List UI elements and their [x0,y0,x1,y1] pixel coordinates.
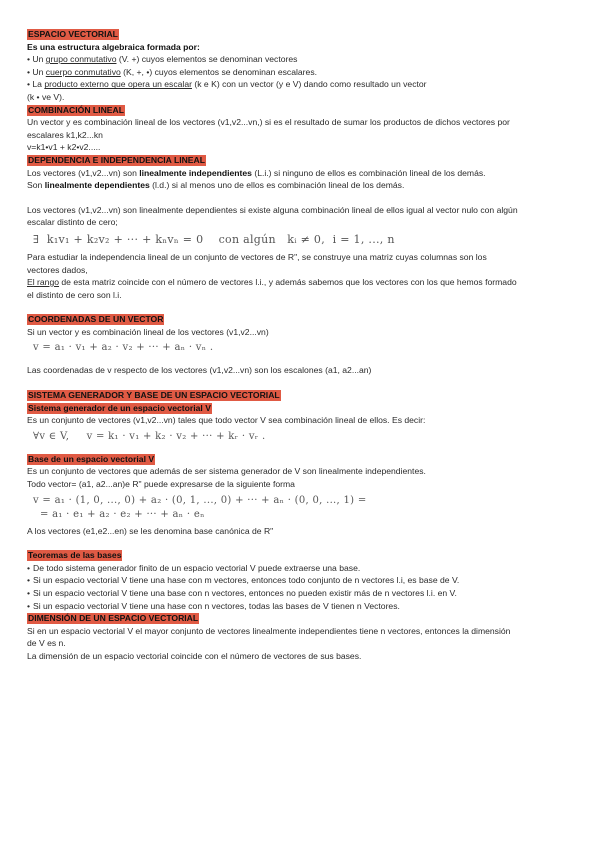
document-page [27,28,573,663]
paragraph: Un vector y es combinación lineal de los vectores (v1,v2...vn,) si es el resultado de sumar los productos de dichos vectores por [27,117,510,128]
paragraph: La dimensión de un espacio vectorial coincide con el número de vectores de sus bases. [27,650,362,661]
list-item: • Un grupo conmutativo (V. +) cuyos elementos se denominan vectores [27,54,298,65]
paragraph: escalares k1,k2...kn [27,129,103,140]
section-title-combinacion-lineal: COMBINACIÓN LINEAL [28,104,124,115]
paragraph: Si en un espacio vectorial V el mayor conjunto de vectores linealmente independientes tiene n vectores, entonces la dimensión [27,625,511,636]
paragraph: el distinto de cero son l.i. [27,289,122,300]
list-item: • Un cuerpo conmutativo (K, +, •) cuyos elementos se denominan escalares. [27,66,318,77]
section-title-coordenadas: COORDENADAS DE UN VECTOR [28,314,164,325]
paragraph: Para estudiar la independencia lineal de un conjunto de vectores de R", se construye una matriz cuyas columnas son los [27,251,487,262]
paragraph: Son linealmente dependientes (l.d.) si al menos uno de ellos es combinación lineal de los demás. [27,180,405,191]
list-item: • De todo sistema generador finito de un espacio vectorial V puede extraerse una base. [27,562,361,573]
list-item: • La producto externo que opera un escalar (k e K) con un vector (y e V) dando como resultado un vector [27,79,427,90]
paragraph: Todo vector= (a1, a2...an)e R" puede expresarse de la siguiente forma [27,479,295,490]
section-title-dimension: DIMENSIÓN DE UN ESPACIO VECTORIAL [28,613,199,624]
paragraph: A los vectores (e1,e2...en) se les denomina base canónica de R" [27,525,274,536]
section-title-teoremas: Teoremas de las bases [28,550,122,561]
paragraph: de V es n. [27,638,66,649]
paragraph: escalar distinto de cero; [27,217,118,228]
intro-text: Es una estructura algebraica formada por: [27,41,200,52]
paragraph: vectores dados, [27,264,88,275]
formula-sistema-generador: ∀v ∈ V, v = k₁ · v₁ + k₂ · v₂ + ··· + kᵣ · vᵣ . [33,430,266,442]
list-item-continuation: (k • ve V). [27,91,65,102]
paragraph: Los vectores (v1,v2...vn) son linealmente dependientes si existe alguna combinación lineal de ellos igual al vector nulo con algún [27,204,518,215]
paragraph: Si un vector y es combinación lineal de los vectores (v1,v2...vn) [27,326,269,337]
section-title-sistema-generador: SISTEMA GENERADOR Y BASE DE UN ESPACIO VECTORIAL [28,390,280,401]
paragraph: Es un conjunto de vectores que además de ser sistema generador de V son linealmente independientes. [27,466,426,477]
paragraph: Las coordenadas de v respecto de los vectores (v1,v2...vn) son los escalones (a1, a2...an) [27,365,372,376]
formula-coordenadas: v = a₁ · v₁ + a₂ · v₂ + ··· + aₙ · vₙ . [33,342,214,354]
paragraph: Es un conjunto de vectores (v1,v2...vn) tales que todo vector V sea combinación lineal de ellos. Es decir: [27,415,426,426]
formula-dependencia: ∃ k₁v₁ + k₂v₂ + ··· + kₙvₙ = 0 con algún kᵢ ≠ 0, i = 1, ..., n [33,232,395,246]
formula-base-line1: v = a₁ · (1, 0, ..., 0) + a₂ · (0, 1, ..., 0) + ··· + aₙ · (0, 0, ..., 1) = [33,494,367,506]
section-title-dependencia: DEPENDENCIA E INDEPENDENCIA LINEAL [28,154,205,165]
paragraph: El rango de esta matriz coincide con el número de vectores l.i., y además sabemos que los vectores con los que hemos formado [27,277,517,288]
formula-base-line2: = a₁ · e₁ + a₂ · e₂ + ··· + aₙ · eₙ [33,508,205,520]
paragraph: Los vectores (v1,v2...vn) son linealmente independientes (L.i.) si ninguno de ellos es combinación lineal de los demás. [27,167,486,178]
list-item: • Si un espacio vectorial V tiene una hase con m vectores, entonces todo conjunto de n vectores l.i, es base de V. [27,575,460,586]
section-title-espacio-vectorial: ESPACIO VECTORIAL [28,29,118,39]
paragraph: v=k1•v1 + k2•v2..... [27,142,101,153]
subsection-title-sistema-generador: Sistema generador de un espacio vectorial V [28,402,211,413]
subsection-title-base: Base de un espacio vectorial V [28,453,155,464]
list-item: • Si un espacio vectorial V tiene una base con n vectores, entonces no pueden existir más de n vectores l.i. en V. [27,588,457,598]
list-item: • Si un espacio vectorial V tiene una hase con n vectores, todas las bases de V tienen n Vectores. [27,600,400,611]
